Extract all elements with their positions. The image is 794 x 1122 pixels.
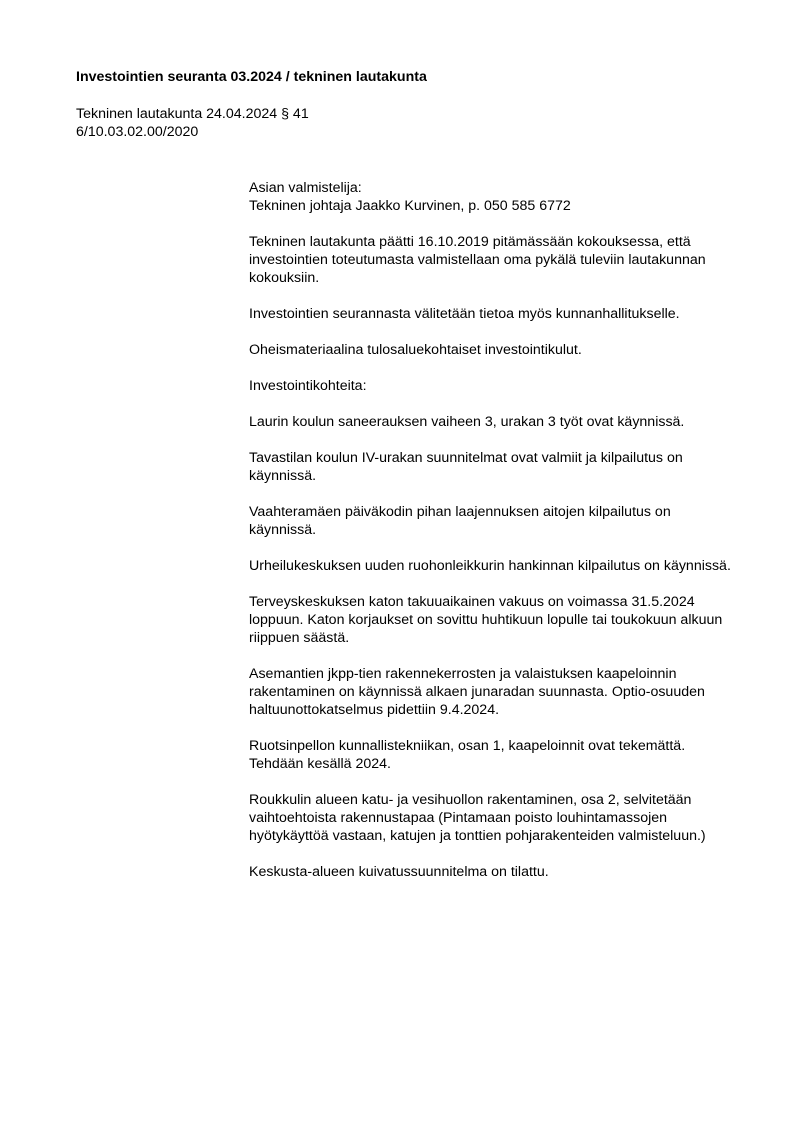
record-id: 6/10.03.02.00/2020 (76, 124, 199, 140)
paragraph-item: Tavastilan koulun IV-urakan suunnitelmat ovat valmiit ja kilpailutus on käynnissä. (249, 450, 683, 484)
preparer-name: Tekninen johtaja Jaakko Kurvinen, p. 050 585 6772 (249, 198, 571, 214)
paragraph-item: Keskusta-alueen kuivatussuunnitelma on tilattu. (249, 864, 549, 880)
paragraph-item: Terveyskeskuksen katon takuuaikainen vakuus on voimassa 31.5.2024 loppuun. Katon korjaukset on sovittu huhtikuun lopulle tai toukokuun alkuun riippuen säästä. (249, 594, 723, 646)
paragraph-attachment: Oheismateriaalina tulosaluekohtaiset investointikulut. (249, 342, 582, 358)
meeting-info (76, 105, 309, 141)
paragraph-item: Urheilukeskuksen uuden ruohonleikkurin hankinnan kilpailutus on käynnissä. (249, 558, 731, 574)
meeting-reference: Tekninen lautakunta 24.04.2024 § 41 (76, 106, 309, 122)
paragraph-item: Ruotsinpellon kunnallistekniikan, osan 1, kaapeloinnit ovat tekemättä. Tehdään kesällä 2024. (249, 738, 686, 772)
paragraph-item: Vaahteramäen päiväkodin pihan laajennuksen aitojen kilpailutus on käynnissä. (249, 504, 671, 538)
paragraph-info: Investointien seurannasta välitetään tietoa myös kunnanhallitukselle. (249, 306, 680, 322)
paragraph-item: Laurin koulun saneerauksen vaiheen 3, urakan 3 työt ovat käynnissä. (249, 414, 685, 430)
document-title: Investointien seuranta 03.2024 / tekninen lautakunta (76, 69, 427, 85)
preparer-block (249, 179, 739, 215)
document-body (249, 179, 739, 899)
paragraph-decision: Tekninen lautakunta päätti 16.10.2019 pitämässään kokouksessa, että investointien toteutumasta valmistellaan oma pykälä tuleviin lautakunnan kokouksiin. (249, 234, 706, 286)
paragraph-item: Asemantien jkpp-tien rakennekerrosten ja valaistuksen kaapeloinnin rakentaminen on käynnissä alkaen junaradan suunnasta. Optio-osuuden haltuunottokatselmus pidettiin 9.4.2024. (249, 666, 705, 718)
preparer-label: Asian valmistelija: (249, 180, 362, 196)
paragraph-targets-heading: Investointikohteita: (249, 378, 367, 394)
paragraph-item: Roukkulin alueen katu- ja vesihuollon rakentaminen, osa 2, selvitetään vaihtoehtoista rakennustapaa (Pintamaan poisto louhintamassojen hyötykäyttöä vastaan, katujen ja tonttien pohjarakenteiden valmisteluun.) (249, 792, 706, 844)
